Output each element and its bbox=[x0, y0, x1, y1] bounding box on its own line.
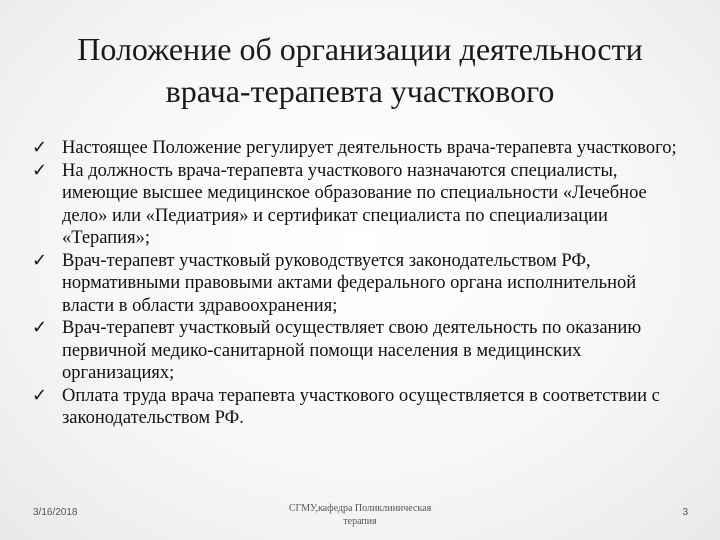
bullet-item bbox=[32, 137, 692, 160]
checkmark-icon: ✓ bbox=[32, 384, 48, 406]
footer-page-number: 3 bbox=[682, 507, 688, 518]
bullet-text: Врач-терапевт участковый осуществляет свою деятельность по оказанию первичной медико-санитарной помощи населения в медицинских организациях; bbox=[62, 318, 642, 383]
title-line-1: Положение об организации деятельности bbox=[77, 31, 643, 67]
bullet-item bbox=[32, 250, 692, 318]
checkmark-icon: ✓ bbox=[32, 317, 48, 338]
slide-title bbox=[40, 28, 680, 112]
bullet-text: Настоящее Положение регулирует деятельность врача-терапевта участкового; bbox=[62, 138, 677, 158]
bullet-text: Оплата труда врача терапевта участкового осуществляется в соответствии с законодательством РФ. bbox=[62, 385, 660, 428]
checkmark-icon: ✓ bbox=[32, 137, 48, 158]
bullet-item bbox=[32, 317, 692, 385]
bullet-item bbox=[32, 160, 692, 250]
bullet-text: На должность врача-терапевта участкового назначаются специалисты, имеющие высшее медицинское образование по специальности «Лечебное дело» или «Педиатрия» и сертификат специалиста по специализации «Терапия»; bbox=[62, 160, 647, 248]
bullet-item bbox=[32, 385, 692, 430]
footer-organization-line-2: терапия bbox=[343, 516, 377, 527]
checkmark-icon: ✓ bbox=[32, 159, 48, 181]
title-line-2: врача-терапевта участкового bbox=[165, 73, 555, 109]
footer-organization bbox=[260, 502, 460, 528]
bullet-list bbox=[32, 137, 692, 430]
footer-date: 3/16/2018 bbox=[33, 507, 78, 518]
footer-organization-line-1: СГМУ,кафедра Поликлиническая bbox=[288, 503, 432, 514]
checkmark-icon: ✓ bbox=[32, 249, 48, 271]
bullet-text: Врач-терапевт участковый руководствуется законодательством РФ, нормативными правовыми актами федерального органа исполнительной власти в области здравоохранения; bbox=[62, 250, 637, 316]
